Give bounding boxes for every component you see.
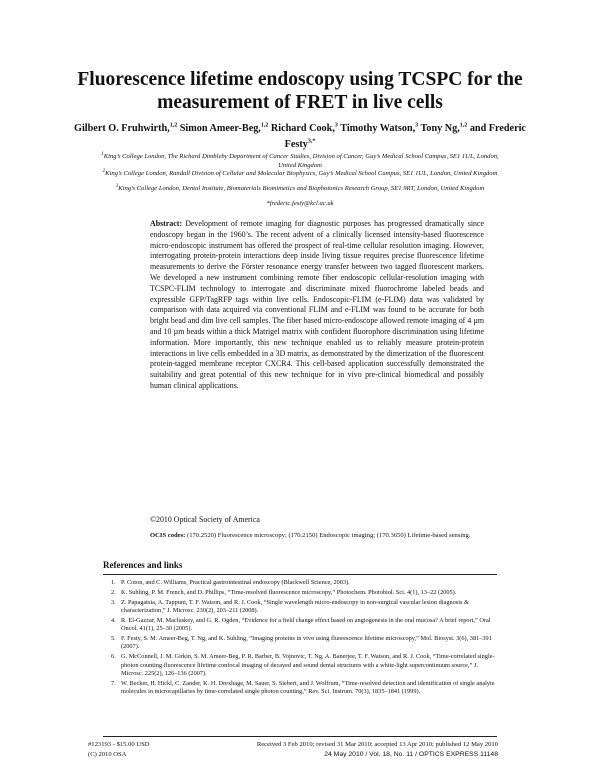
author: Richard Cook,$^3$ — [268, 123, 338, 135]
author: Timothy Watson,$^3$ — [337, 123, 419, 135]
abstract — [150, 219, 484, 392]
reference-item: 2. K. Suhling, P. M. French, and D. Phillips, “Time-resolved fluorescence microscopy,” Photochem. Photobiol. Sci. 4(1), 13–22 (2005). — [111, 588, 457, 596]
copyright-org: (C) 2010 OSA — [88, 751, 127, 758]
affiliation: $^3$King’s College London, Dental Institute, Biomaterials Biomimetics and Biophotonics Research Group, SE1 9RT, London, United Kingdom — [115, 184, 485, 193]
reference-item: 5. F. Festy, S. M. Ameer-Beg, T. Ng, and K. Suhling, “Imaging proteins in vivo using fluorescence lifetime microscopy,” Mol. Biosyst. 3(6), 381–391 (2007). — [111, 635, 492, 651]
author: and Frederic Festy$^{3,*}$ — [284, 123, 526, 150]
footer-line-2 — [88, 750, 498, 759]
affiliation: $^2$King’s College London, Randall Division of Cellular and Molecular Biophysics, Guy’s Medical School Campus, SE1 1UL, London, United Kingdom — [102, 169, 498, 178]
article-id-price: #123193 - $15.00 USD — [88, 741, 150, 748]
journal-citation: 24 May 2010 / Vol. 18, No. 11 / OPTICS EXPRESS 11148 — [324, 751, 498, 758]
received-dates: Received 3 Feb 2010; revised 31 Mar 2010; accepted 13 Apr 2010; published 12 May 2010 — [256, 741, 498, 748]
author: Tony Ng,$^{1,2}$ — [418, 123, 468, 135]
divider — [103, 736, 497, 737]
references-heading: References and links — [103, 560, 183, 570]
reference-item: 7. W. Becker, H. Hickl, C. Zander, K. H. Drexhage, M. Sauer, S. Siebert, and J. Wolfrum, “Time-resolved detection and identification of single analyte molecules in microcapillaries by time-correlated single photon counting,” Rev. Sci. Instrum. 70(3), 1835–1841 (1999). — [111, 679, 495, 696]
reference-item: 1. P. Coton, and C. Williams, Practical gastrointestinal endoscopy (Blackwell Science, 2003). — [111, 579, 350, 586]
corresponding-email[interactable]: *frederic.festy@kcl.ac.uk — [266, 200, 334, 207]
affiliation: $^1$King’s College London, The Richard Dimbleby Department of Cancer Studies, Division of Cancer, Guy’s Medical School Campus, SE1 1UL, London, United Kingdom — [101, 152, 499, 170]
copyright: ©2010 Optical Society of America — [150, 515, 260, 524]
reference-list — [103, 579, 497, 698]
footer-line-1 — [88, 740, 498, 749]
reference-item: 3. Z. Papagatsia, A. Tappuni, T. F. Watson, and R. J. Cook, “Single wavelength micro-endoscopy in non-surgical vascular lesion diagnosis & characterization,” J. Microsc. 230(2), 203–211 (2008). — [111, 598, 469, 614]
abstract-text: Development of remote imaging for diagnostic purposes has progressed dramatically since endoscopy began in the 1960’s. The recent advent of a clinically licensed intensity-based fluorescence micro-endoscopic instrument has offered the prospect of real-time cellular resolution imaging. However, interrogating protein-protein interactions deep inside living tissue requires precise fluorescence lifetime measurements to derive the Förster resonance energy transfer between two tagged fluorescent markers. We developed a new instrument combining remote fiber endoscopic cellular-resolution imaging with TCSPC-FLIM technology to interrogate and discriminate mixed fluorochrome labeled beads and expressible GFP/TagRFP tags within live cells. Endoscopic-FLIM (e-FLIM) data was validated by comparison with data acquired via conventional FLIM and e-FLIM was found to be accurate for both bright bead and dim live cell samples. The fiber based micro-endoscope allowed remote imaging of 4 µm and 10 µm beads within a thick Matrigel matrix with confident fluorophore discrimination using lifetime information. More importantly, this new technique enabled us to reliably measure protein-protein interactions in live cells embedded in a 3D matrix, as demonstrated by the dimerization of the fluorescent protein-tagged membrane receptor CXCR4. This cell-based application successfully demonstrated the suitability and great potential of this new technique for in vivo pre-clinical biomedical and possibly human clinical applications. — [150, 219, 484, 390]
paper-title: Fluorescence lifetime endoscopy using TCSPC for the measurement of FRET in live cells — [77, 69, 523, 113]
reference-item: 6. G. McConnell, J. M. Girkin, S. M. Ameer-Beg, P. R. Barber, B. Vojnovic, T. Ng, A. Banerjee, T. F. Watson, and R. J. Cook, “Time-correlated single-photon counting fluorescence lifetime confocal imaging of decayed and sound dental structures with a white-light supercontinuum source,” J. Microsc. 225(2), 126–136 (2007). — [111, 653, 495, 678]
divider — [103, 574, 497, 575]
reference-item: 4. R. El-Gazzar, M. Macluskey, and G. R. Ogden, “Evidence for a field change effect based on angiogenesis in the oral mucosa? A brief report,” Oral Oncol. 41(1), 25–30 (2005). — [111, 616, 491, 633]
abstract-label: Abstract: — [150, 219, 182, 228]
ocis-codes: OCIS codes: (170.2520) Fluorescence microscopy; (170.2150) Endoscopic imaging; (170.3650) Lifetime-based sensing. — [150, 532, 471, 539]
author: Simon Ameer-Beg,$^{1,2}$ — [177, 123, 269, 135]
author: Gilbert O. Fruhwirth,$^{1,2}$ — [74, 123, 178, 135]
author-list — [70, 120, 530, 151]
